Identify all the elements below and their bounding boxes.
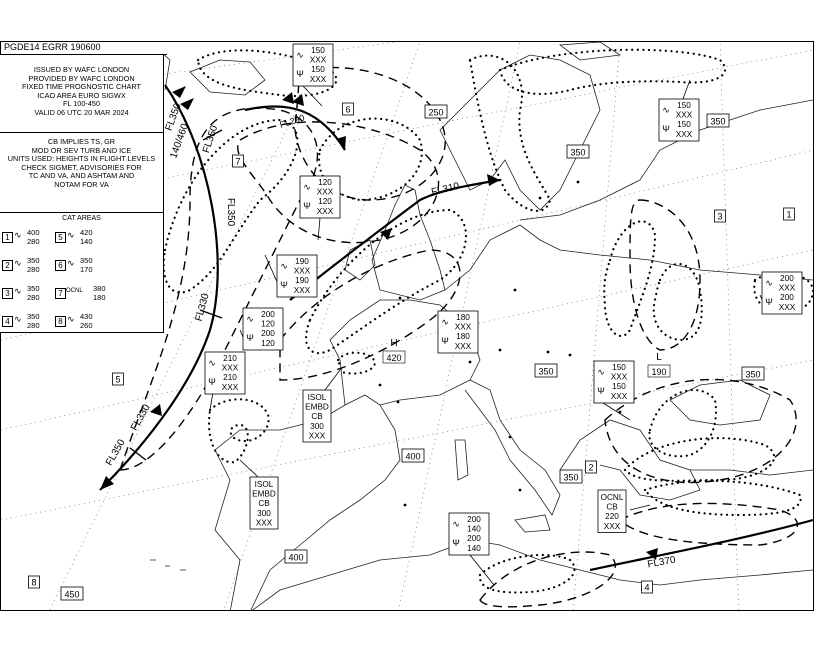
turbulence-icing-level: XXX [309, 55, 327, 65]
turbulence-icing-box [243, 308, 283, 350]
turbulence-icing-box [659, 99, 699, 141]
turbulence-icon: ∿ [14, 257, 22, 268]
turbulence-icing-level: 140 [467, 524, 481, 534]
turbulence-icing-level: XXX [454, 322, 472, 332]
turbulence-icing-level: XXX [316, 187, 334, 197]
tropopause-height: 350 [563, 472, 579, 483]
turbulence-icing-box [594, 361, 634, 403]
cb-box-line: CB [606, 502, 618, 512]
pressure-centre [648, 352, 670, 377]
city-marker [397, 401, 400, 404]
tropopause-height: 450 [64, 589, 80, 600]
jet-north-sea [245, 106, 345, 150]
cb-box-line: XXX [603, 521, 621, 531]
coast-balkans [560, 420, 700, 500]
tropopause-box [567, 145, 589, 158]
turbulence-icon: ∿ [303, 182, 311, 192]
tropopause-box [742, 367, 764, 380]
tropopause-box [285, 550, 307, 563]
icing-icon: Ψ [246, 333, 254, 343]
tropopause-height: 350 [538, 366, 554, 377]
turbulence-icing-level: 120 [261, 319, 275, 329]
turbulence-icon: ∿ [14, 313, 22, 324]
turbulence-icon: ∿ [597, 367, 605, 377]
city-marker [509, 436, 512, 439]
turbulence-icing-box [277, 255, 317, 297]
turbulence-icing-level: 200 [467, 534, 481, 544]
city-marker [379, 384, 382, 387]
cat-area-marker-number: 2 [588, 462, 594, 473]
cb-area-med-south [480, 555, 575, 592]
icing-icon: Ψ [662, 124, 670, 134]
city-marker [519, 489, 522, 492]
tropopause-height: 400 [288, 552, 304, 563]
issued-line: VALID 06 UTC 20 MAR 2024 [34, 107, 129, 117]
leader-line [600, 401, 630, 420]
leader-lines [210, 80, 768, 585]
turbulence-icing-level: 120 [318, 197, 332, 207]
turbulence-icing-level: 200 [467, 515, 481, 524]
turbulence-icing-level: XXX [675, 110, 693, 120]
turbulence-icon: ∿ [246, 314, 254, 324]
turbulence-icing-level: 150 [677, 120, 691, 130]
coast-iceland [190, 60, 265, 95]
pressure-centre-symbol: L [656, 352, 662, 363]
cb-area-aegean [645, 481, 801, 515]
cat-areas-title: CAT AREAS [62, 215, 101, 222]
tropopause-height: 400 [405, 451, 421, 462]
coast-n-europe [445, 225, 813, 290]
turbulence-icing-level: XXX [293, 266, 311, 276]
cb-box-line: 220 [605, 512, 619, 522]
turbulence-icon: ∿ [452, 519, 460, 529]
cat-area-levels: 400 280 [27, 227, 40, 246]
turbulence-icing-level: 180 [456, 332, 470, 342]
city-marker [514, 289, 517, 292]
cat-area-levels: 350 280 [27, 255, 40, 274]
cb-box [598, 490, 626, 532]
turbulence-icing-level: 200 [780, 293, 794, 303]
jet-stream-label: FL350 [163, 101, 184, 133]
city-marker [577, 181, 580, 184]
turbulence-icing-level: XXX [316, 206, 334, 216]
cat-area-marker-number: 7 [235, 156, 241, 167]
city-marker [404, 504, 407, 507]
turbulence-icing-level: 200 [780, 274, 794, 283]
cat-area-marker [715, 210, 726, 222]
pressure-centre [383, 338, 405, 363]
turbulence-icon: ∿ [280, 261, 288, 271]
cat-area-3-boundary [630, 200, 700, 350]
coast-italy [465, 380, 560, 515]
turbulence-icing-level: 150 [311, 46, 325, 55]
cat-area-number: 6 [55, 260, 66, 271]
cat-area-8-boundary [620, 503, 797, 545]
cb-box-line: XXX [255, 518, 273, 528]
turbulence-icon: ∿ [14, 229, 22, 240]
city-marker [569, 354, 572, 357]
issued-line: FL 100-450 [62, 99, 101, 109]
turbulence-icing-box [293, 44, 333, 86]
turbulence-icing-level: XXX [309, 74, 327, 84]
cb-box-line: OCNL [600, 493, 624, 502]
turbulence-icing-level: XXX [778, 283, 796, 293]
turbulence-icing-level: 200 [261, 310, 275, 319]
cat-area-marker [233, 155, 244, 167]
turbulence-icing-level: XXX [221, 382, 239, 392]
turbulence-icing-level: 120 [261, 338, 275, 348]
turbulence-icon: ∿ [296, 50, 304, 60]
turbulence-icing-box [449, 513, 489, 555]
jet-stream-label: FL350 [103, 437, 128, 468]
tropopause-box [425, 105, 447, 118]
cat-area-levels: 350 170 [80, 255, 93, 274]
cat-area-number: 3 [2, 288, 13, 299]
turbulence-icon: ∿ [14, 285, 22, 296]
turbulence-icing-box [205, 352, 245, 394]
coast-black-sea [670, 380, 770, 425]
issued-line: PROVIDED BY WAFC LONDON [28, 73, 135, 83]
coast-n-africa [250, 540, 813, 612]
tropopause-height: 250 [428, 107, 444, 118]
cb-area-norway [470, 56, 550, 211]
pressure-centre-value: 420 [386, 353, 402, 363]
cb-box-line: CB [258, 499, 270, 509]
coast-canaries [150, 560, 186, 570]
cat-areas-table [0, 224, 163, 334]
issued-line: ICAO AREA EURO SIGWX [37, 90, 126, 100]
turbulence-icing-box [762, 272, 802, 314]
turbulence-icon: ∿ [67, 313, 75, 324]
cb-area-ukraine [654, 264, 702, 340]
jet-stream-label: FL310 [430, 180, 461, 199]
turbulence-icing-level: 140 [467, 543, 481, 553]
turbulence-icing-level: 200 [261, 329, 275, 339]
cat-area-marker [784, 208, 795, 220]
cat-area-number: 2 [2, 260, 13, 271]
cat-area-marker-number: 5 [115, 374, 121, 385]
cb-box-line: ISOL [254, 480, 274, 489]
turbulence-icing-level: 190 [295, 257, 309, 266]
icing-icon: Ψ [208, 377, 216, 387]
turbulence-icon: ∿ [67, 229, 75, 240]
turbulence-icing-box [300, 176, 340, 218]
turbulence-icon: ∿ [765, 278, 773, 288]
city-marker [399, 297, 402, 300]
coast-sicily [515, 515, 550, 532]
issued-line: ISSUED BY WAFC LONDON [33, 65, 130, 74]
cb-box-line: 300 [257, 508, 271, 518]
icing-icon: Ψ [303, 201, 311, 211]
jet-stream-label: FL370 [646, 554, 677, 571]
jet-stream-label: FL350 [225, 197, 236, 227]
notes-line: TC AND VA, AND ASHTAM AND [28, 171, 135, 181]
cat-area-marker-number: 8 [31, 577, 37, 588]
jet-stream-label: FL350 [201, 124, 221, 155]
pressure-centre-symbol: H [390, 338, 398, 349]
cat-area-levels: 350 280 [27, 311, 40, 330]
cat-area-entry [53, 284, 133, 306]
cb-box-line: 300 [310, 421, 324, 431]
turbulence-icing-level: XXX [293, 285, 311, 295]
cat-area-levels: 420 140 [80, 227, 93, 246]
cat-area-number: 4 [2, 316, 13, 327]
cb-box [303, 390, 331, 442]
icing-icon: Ψ [280, 280, 288, 290]
icing-icon: Ψ [296, 69, 304, 79]
leader-line [240, 460, 258, 477]
cat-area-number: 1 [2, 232, 13, 243]
cat-area-marker [642, 581, 653, 593]
pressure-centre-value: 190 [651, 367, 667, 377]
cb-box-line: XXX [308, 431, 326, 441]
turbulence-icon: ∿ [208, 358, 216, 368]
cb-box-line: CB [311, 412, 323, 422]
coast-svalbard [560, 42, 620, 60]
turbulence-icing-level: XXX [675, 129, 693, 139]
icing-icon: Ψ [452, 538, 460, 548]
turbulence-icing-level: 210 [223, 373, 237, 383]
leader-line [210, 392, 213, 410]
turbulence-icing-level: 150 [612, 363, 626, 372]
cat-area-marker-number: 4 [644, 582, 650, 593]
turbulence-icing-level: XXX [454, 341, 472, 351]
turbulence-icon: ∿ [441, 317, 449, 327]
tropopause-box [707, 114, 729, 127]
cat-area-marker [586, 461, 597, 473]
turbulence-icing-level: XXX [221, 363, 239, 373]
leader-line [470, 555, 494, 585]
turbulence-icing-level: XXX [610, 372, 628, 382]
tropopause-box [402, 449, 424, 462]
wind-barb-fl330-flag [150, 404, 162, 416]
cat-area-entry [53, 256, 133, 278]
city-marker [469, 361, 472, 364]
cat-area-number: 5 [55, 232, 66, 243]
jet-stream-label: FL330 [193, 292, 212, 323]
cb-area-balkans [649, 390, 716, 456]
tropopause-box [61, 587, 83, 600]
notes-line: CHECK SIGMET, ADVISORIES FOR [21, 162, 142, 172]
cat-area-number: 7 [55, 288, 66, 299]
cat-area-number: 8 [55, 316, 66, 327]
turbulence-icing-level: 150 [311, 65, 325, 75]
cb-box-line: EMBD [252, 489, 276, 499]
issued-line: FIXED TIME PROGNOSTIC CHART [22, 82, 141, 92]
city-marker [539, 197, 542, 200]
city-marker [547, 351, 550, 354]
turbulence-icing-level: XXX [778, 302, 796, 312]
turbulence-icing-level: 120 [318, 178, 332, 187]
cat-area-marker-number: 1 [786, 209, 792, 220]
notes-block [0, 133, 163, 213]
cat-area-entry [53, 312, 133, 334]
cat-area-entry [53, 228, 133, 250]
tropopause-height: 350 [745, 369, 761, 380]
turbulence-icon: ∿ [662, 105, 670, 115]
icing-icon: Ψ [765, 297, 773, 307]
notes-line: CB IMPLIES TS, GR [47, 137, 116, 146]
cb-area-biscay-small [338, 353, 375, 374]
cat-area-marker-number: 3 [717, 211, 723, 222]
jet-stream-label: FL330 [128, 402, 153, 433]
turbulence-icon: ∿ [67, 257, 75, 268]
tropopause-height: 350 [710, 116, 726, 127]
icing-icon: Ψ [597, 386, 605, 396]
notes-line: MOD OR SEV TURB AND ICE [31, 145, 132, 155]
cat-area-marker [343, 103, 354, 115]
cat-area-levels: 380 180 [93, 283, 106, 302]
jet-stream-label: FL290 [278, 112, 306, 130]
turbulence-icing-level: 150 [677, 101, 691, 110]
cb-box-line: EMBD [305, 402, 329, 412]
turbulence-icing-level: 150 [612, 382, 626, 392]
icing-icon: Ψ [441, 336, 449, 346]
turbulence-icing-box [438, 311, 478, 353]
cb-box-line: ISOL [307, 393, 327, 402]
cat-area-marker [113, 373, 124, 385]
turbulence-icing-level: XXX [610, 391, 628, 401]
notes-line: UNITS USED: HEIGHTS IN FLIGHT LEVELS [7, 154, 156, 164]
tropopause-height: 350 [570, 147, 586, 158]
chart-title: PGDE14 EGRR 190600 [1, 42, 167, 55]
cat-area-marker-number: 6 [345, 104, 351, 115]
turbulence-icing-level: 180 [456, 313, 470, 322]
cb-box [250, 477, 278, 529]
notes-line: NOTAM FOR VA [54, 179, 109, 189]
wind-barb-fl350-flag [172, 86, 186, 98]
city-marker [499, 349, 502, 352]
leader-line [630, 505, 650, 510]
turbulence-icing-level: 210 [223, 354, 237, 363]
turbulence-icing-level: 190 [295, 276, 309, 286]
cat-area-marker [29, 576, 40, 588]
cat-area-prefix: OCNL [66, 287, 83, 294]
coast-sardinia [455, 440, 468, 480]
cb-area-barents [500, 50, 725, 94]
issued-block [0, 55, 163, 133]
wind-barb-fl290-flag [282, 92, 294, 104]
jet-stream-label: 140/460 [168, 122, 192, 161]
cat-area-4-boundary [480, 552, 615, 607]
tropopause-box [560, 470, 582, 483]
cat-area-levels: 350 280 [27, 283, 40, 302]
legend-panel [0, 55, 164, 333]
cat-area-levels: 430 260 [80, 311, 93, 330]
tropopause-box [535, 364, 557, 377]
